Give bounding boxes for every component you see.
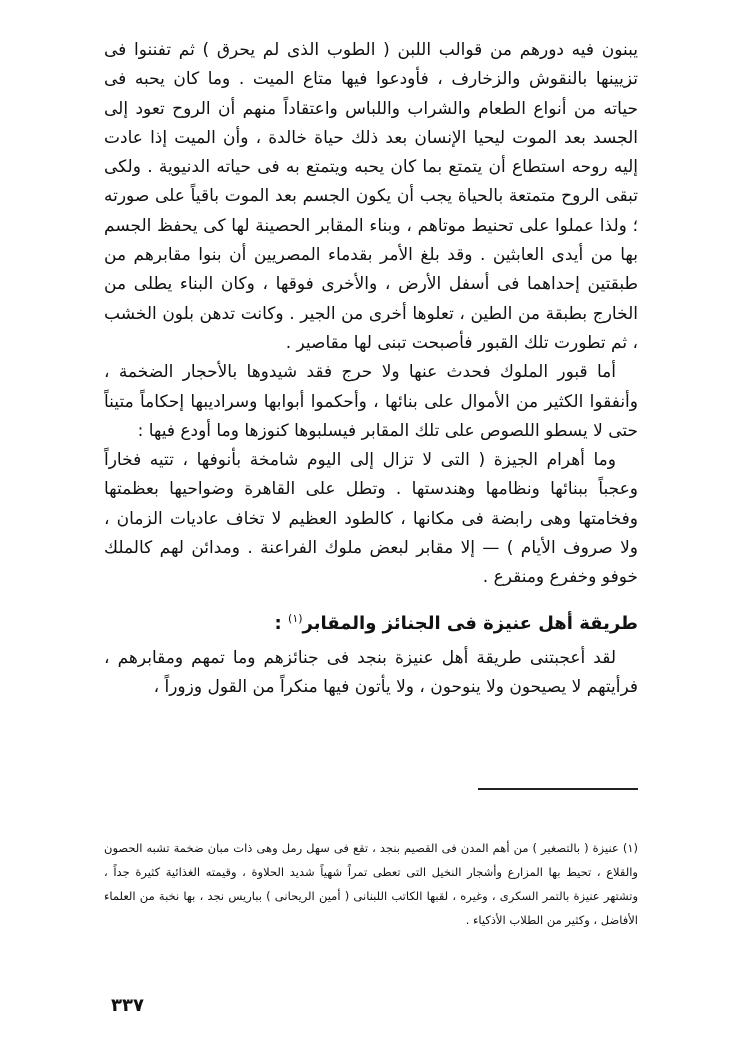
section-text — [104, 644, 638, 703]
paragraph-2: أما قبور الملوك فحدث عنها ولا حرج فقد شيدوها بالأحجار الضخمة ، وأنفقوا الكثير من الأموال على بنائها ، وأحكموا أبوابها وسراديبها إحكاماً متيناً حتى لا يسطو اللصوص على تلك المقابر فيسلبوها كنوزها وما أودع فيها : — [104, 362, 638, 441]
section-heading-text: طريقة أهل عنيزة فى الجنائز والمقابر — [302, 612, 638, 634]
page-body — [104, 36, 638, 702]
page-number: ٣٣٧ — [111, 995, 144, 1016]
main-text — [104, 36, 638, 593]
footnote-divider — [478, 788, 638, 790]
paragraph-3: وما أهرام الجيزة ( التى لا تزال إلى اليوم شامخة بأنوفها ، تتيه فخاراً وعجباً ببنائها ونظامها وهندستها . وتطل على القاهرة وضواحيها بعظمتها وفخامتها وهى رابضة فى مكانها ، كالطود العظيم لا تخاف عاديات الزمان ، ولا صروف الأيام ) — إلا مقابر لبعض ملوك الفراعنة . ومدائن لهم كالملك خوفو وخفرع ومنقرع . — [104, 450, 638, 588]
section-heading-suffix: : — [274, 612, 289, 634]
section-heading — [104, 603, 638, 640]
footnote-marker: (١) — [288, 611, 303, 625]
footnote: (١) عنيزة ( بالتصغير ) من أهم المدن فى القصيم بنجد ، تقع فى سهل رمل وهى ذات مبان ضخمة تشبه الحصون والقلاع ، تحيط بها المزارع وأشجار النخيل التى تعطى تمراً شهياً شديد الحلاوة ، وقيمته الغذائية كثيرة جداً ، وتشتهر عنيزة بالتمر السكرى ، وغيره ، لقبها الكاتب اللبنانى ( أمين الريحانى ) بباريس نجد ، بها نخبة من العلماء الأفاضل ، وكثير من الطلاب الأذكياء . — [104, 841, 638, 927]
section-paragraph: لقد أعجبتنى طريقة أهل عنيزة بنجد فى جنائزهم وما تمهم ومقابرهم ، فرأيتهم لا يصيحون ولا ينوحون ، ولا يأتون فيها منكراً من القول وزوراً ، — [104, 647, 638, 697]
paragraph-1: يبنون فيه دورهم من قوالب اللبن ( الطوب الذى لم يحرق ) ثم تفننوا فى تزيينها بالنقوش والزخارف ، فأودعوا فيها متاع الميت . وما كان يحبه فى حياته من أنواع الطعام والشراب واللباس واعتقاداً منهم أن الروح تعود إلى الجسد بعد الموت ليحيا الإنسان بعد ذلك حياة خالدة ، وأن الميت إذا عادت إليه روحه استطاع أن يتمتع بما كان يحبه ويتمتع به فى حياته الدنيوية . ولكى تبقى الروح متمتعة بالحياة يجب أن يكون الجسم بعد الموت باقياً على صورته ؛ ولذا عملوا على تحنيط موتاهم ، وبناء المقابر الحصينة لها كى يحفظ الجسم بها من أيدى العابثين . وقد بلغ الأمر بقدماء المصريين أن بنوا مقابرهم من طبقتين إحداهما فى أسفل الأرض ، والأخرى فوقها ، وكان البناء يطلى من الخارج بطبقة من الطين ، تعلوها أخرى من الجير . وكانت تدهن بلون الخشب ، ثم تطورت تلك القبور فأصبحت تبنى لها مقاصير . — [104, 40, 638, 353]
